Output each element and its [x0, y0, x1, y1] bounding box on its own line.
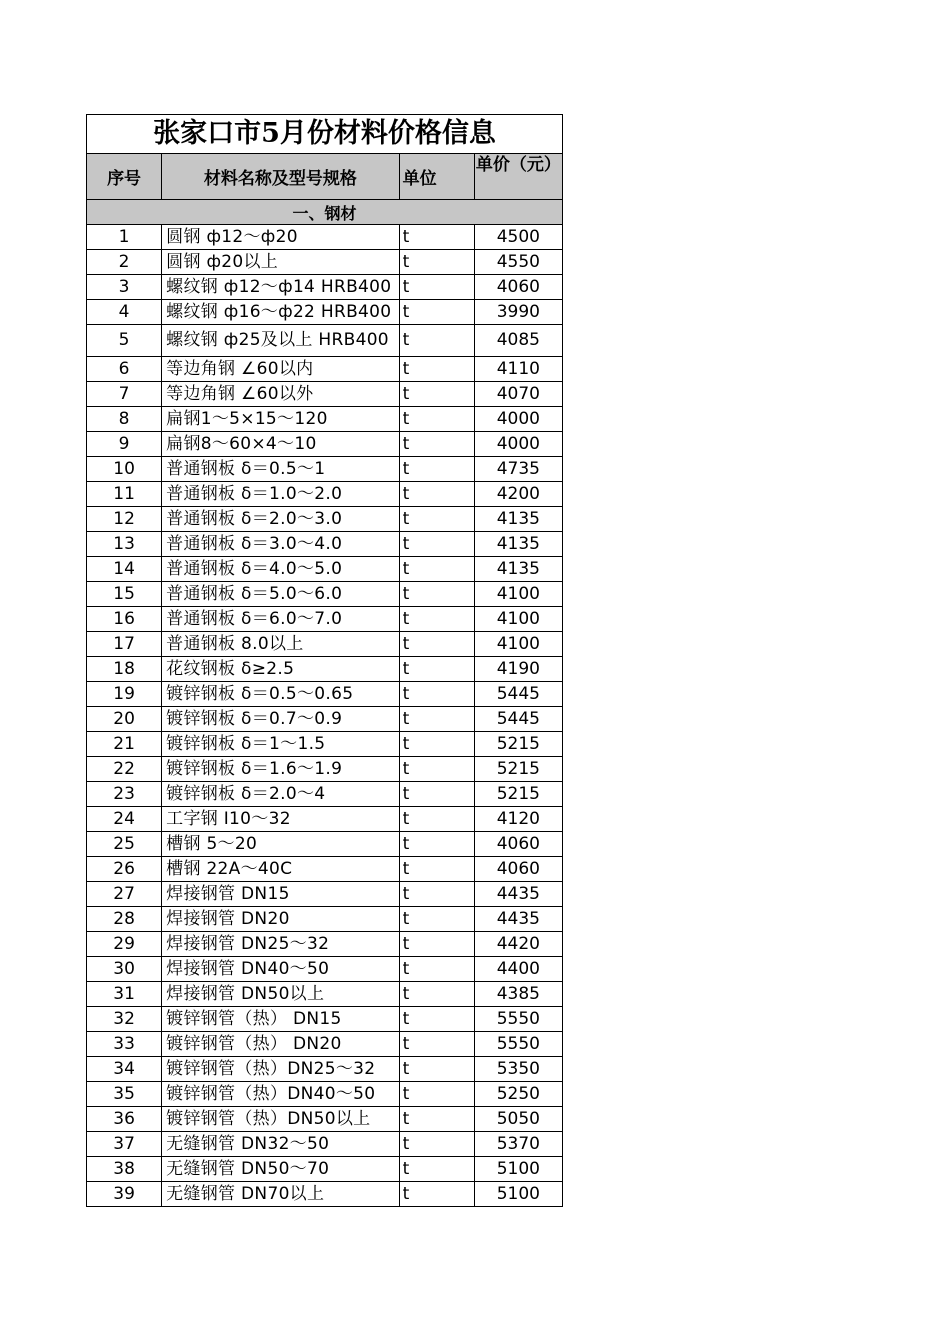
- table-row: [87, 1157, 563, 1182]
- table-row: [87, 432, 563, 457]
- cell-name: 螺纹钢 ф25及以上 HRB400: [162, 325, 399, 357]
- cell-price: 5215: [474, 732, 562, 757]
- cell-unit: t: [399, 482, 474, 507]
- title-row: [87, 115, 563, 154]
- header-name: 材料名称及型号规格: [162, 154, 399, 200]
- cell-price: 4735: [474, 457, 562, 482]
- section-row: [87, 200, 563, 225]
- price-table: [86, 114, 563, 1207]
- cell-unit: t: [399, 225, 474, 250]
- cell-price: 3990: [474, 300, 562, 325]
- cell-price: 5215: [474, 757, 562, 782]
- cell-price: 4500: [474, 225, 562, 250]
- cell-unit: t: [399, 907, 474, 932]
- cell-price: 4070: [474, 382, 562, 407]
- cell-name: 螺纹钢 ф16～ф22 HRB400: [162, 300, 399, 325]
- cell-name: 镀锌钢板 δ＝0.7～0.9: [162, 707, 399, 732]
- cell-unit: t: [399, 507, 474, 532]
- table-row: [87, 757, 563, 782]
- table-row: [87, 532, 563, 557]
- table-row: [87, 557, 563, 582]
- cell-price: 4435: [474, 882, 562, 907]
- cell-price: 5100: [474, 1182, 562, 1207]
- cell-price: 4385: [474, 982, 562, 1007]
- price-sheet: [86, 114, 563, 1207]
- cell-unit: t: [399, 832, 474, 857]
- cell-name: 无缝钢管 DN32～50: [162, 1132, 399, 1157]
- cell-unit: t: [399, 557, 474, 582]
- cell-no: 17: [87, 632, 162, 657]
- cell-name: 镀锌钢管（热）DN25～32: [162, 1057, 399, 1082]
- cell-price: 4135: [474, 507, 562, 532]
- cell-unit: t: [399, 707, 474, 732]
- table-row: [87, 1082, 563, 1107]
- cell-name: 槽钢 5～20: [162, 832, 399, 857]
- cell-no: 39: [87, 1182, 162, 1207]
- cell-no: 25: [87, 832, 162, 857]
- header-unit: 单位: [399, 154, 474, 200]
- cell-no: 24: [87, 807, 162, 832]
- cell-price: 4085: [474, 325, 562, 357]
- cell-no: 14: [87, 557, 162, 582]
- table-row: [87, 1032, 563, 1057]
- cell-unit: t: [399, 382, 474, 407]
- cell-unit: t: [399, 457, 474, 482]
- cell-price: 5050: [474, 1107, 562, 1132]
- table-row: [87, 275, 563, 300]
- cell-no: 8: [87, 407, 162, 432]
- cell-name: 镀锌钢管（热） DN15: [162, 1007, 399, 1032]
- cell-unit: t: [399, 607, 474, 632]
- cell-no: 21: [87, 732, 162, 757]
- cell-name: 普通钢板 δ＝5.0～6.0: [162, 582, 399, 607]
- cell-no: 10: [87, 457, 162, 482]
- table-row: [87, 507, 563, 532]
- table-row: [87, 382, 563, 407]
- cell-unit: t: [399, 882, 474, 907]
- cell-name: 镀锌钢板 δ＝0.5～0.65: [162, 682, 399, 707]
- cell-no: 30: [87, 957, 162, 982]
- table-row: [87, 357, 563, 382]
- table-row: [87, 1057, 563, 1082]
- header-no: 序号: [87, 154, 162, 200]
- cell-name: 等边角钢 ∠60以外: [162, 382, 399, 407]
- table-row: [87, 1007, 563, 1032]
- table-row: [87, 225, 563, 250]
- table-row: [87, 300, 563, 325]
- table-row: [87, 407, 563, 432]
- cell-no: 33: [87, 1032, 162, 1057]
- table-row: [87, 932, 563, 957]
- cell-price: 4135: [474, 532, 562, 557]
- table-row: [87, 457, 563, 482]
- cell-no: 12: [87, 507, 162, 532]
- cell-unit: t: [399, 757, 474, 782]
- cell-no: 18: [87, 657, 162, 682]
- cell-unit: t: [399, 1057, 474, 1082]
- cell-name: 圆钢 ф20以上: [162, 250, 399, 275]
- cell-unit: t: [399, 957, 474, 982]
- cell-unit: t: [399, 1132, 474, 1157]
- cell-no: 32: [87, 1007, 162, 1032]
- cell-name: 镀锌钢板 δ＝2.0～4: [162, 782, 399, 807]
- cell-no: 6: [87, 357, 162, 382]
- cell-name: 普通钢板 δ＝3.0～4.0: [162, 532, 399, 557]
- cell-no: 29: [87, 932, 162, 957]
- cell-name: 圆钢 ф12～ф20: [162, 225, 399, 250]
- cell-name: 无缝钢管 DN70以上: [162, 1182, 399, 1207]
- cell-unit: t: [399, 432, 474, 457]
- cell-unit: t: [399, 1107, 474, 1132]
- cell-no: 27: [87, 882, 162, 907]
- cell-name: 焊接钢管 DN50以上: [162, 982, 399, 1007]
- cell-name: 焊接钢管 DN25～32: [162, 932, 399, 957]
- cell-no: 9: [87, 432, 162, 457]
- cell-price: 4110: [474, 357, 562, 382]
- cell-unit: t: [399, 632, 474, 657]
- cell-price: 5445: [474, 707, 562, 732]
- cell-price: 4400: [474, 957, 562, 982]
- cell-price: 4060: [474, 275, 562, 300]
- cell-unit: t: [399, 782, 474, 807]
- cell-name: 扁钢1～5×15～120: [162, 407, 399, 432]
- cell-name: 镀锌钢板 δ＝1～1.5: [162, 732, 399, 757]
- cell-unit: t: [399, 1182, 474, 1207]
- cell-price: 5550: [474, 1007, 562, 1032]
- cell-price: 5100: [474, 1157, 562, 1182]
- table-row: [87, 325, 563, 357]
- cell-no: 23: [87, 782, 162, 807]
- cell-unit: t: [399, 732, 474, 757]
- table-row: [87, 957, 563, 982]
- cell-price: 5215: [474, 782, 562, 807]
- cell-price: 5350: [474, 1057, 562, 1082]
- cell-unit: t: [399, 250, 474, 275]
- cell-unit: t: [399, 657, 474, 682]
- cell-no: 11: [87, 482, 162, 507]
- cell-name: 焊接钢管 DN20: [162, 907, 399, 932]
- cell-name: 花纹钢板 δ≥2.5: [162, 657, 399, 682]
- table-row: [87, 582, 563, 607]
- cell-price: 4100: [474, 632, 562, 657]
- cell-unit: t: [399, 532, 474, 557]
- page-title: 张家口市5月份材料价格信息: [87, 115, 563, 154]
- cell-price: 4550: [474, 250, 562, 275]
- cell-name: 镀锌钢管（热）DN40～50: [162, 1082, 399, 1107]
- cell-unit: t: [399, 357, 474, 382]
- table-row: [87, 1132, 563, 1157]
- cell-name: 普通钢板 8.0以上: [162, 632, 399, 657]
- cell-no: 35: [87, 1082, 162, 1107]
- table-row: [87, 632, 563, 657]
- cell-no: 5: [87, 325, 162, 357]
- table-row: [87, 657, 563, 682]
- cell-name: 镀锌钢管（热） DN20: [162, 1032, 399, 1057]
- cell-no: 37: [87, 1132, 162, 1157]
- cell-no: 22: [87, 757, 162, 782]
- table-row: [87, 1107, 563, 1132]
- table-row: [87, 907, 563, 932]
- cell-unit: t: [399, 1007, 474, 1032]
- table-row: [87, 482, 563, 507]
- cell-no: 4: [87, 300, 162, 325]
- section-title: 一、钢材: [87, 200, 563, 225]
- cell-price: 5550: [474, 1032, 562, 1057]
- cell-unit: t: [399, 682, 474, 707]
- cell-unit: t: [399, 407, 474, 432]
- cell-name: 等边角钢 ∠60以内: [162, 357, 399, 382]
- cell-name: 普通钢板 δ＝6.0～7.0: [162, 607, 399, 632]
- cell-no: 15: [87, 582, 162, 607]
- cell-no: 1: [87, 225, 162, 250]
- cell-no: 7: [87, 382, 162, 407]
- cell-no: 13: [87, 532, 162, 557]
- table-row: [87, 732, 563, 757]
- table-row: [87, 982, 563, 1007]
- table-row: [87, 707, 563, 732]
- cell-no: 36: [87, 1107, 162, 1132]
- cell-name: 普通钢板 δ＝0.5～1: [162, 457, 399, 482]
- cell-name: 工字钢 Ⅰ10～32: [162, 807, 399, 832]
- table-row: [87, 782, 563, 807]
- cell-no: 26: [87, 857, 162, 882]
- cell-price: 4135: [474, 557, 562, 582]
- cell-price: 4000: [474, 432, 562, 457]
- cell-no: 16: [87, 607, 162, 632]
- cell-no: 38: [87, 1157, 162, 1182]
- cell-name: 无缝钢管 DN50～70: [162, 1157, 399, 1182]
- cell-price: 4100: [474, 582, 562, 607]
- cell-price: 4060: [474, 832, 562, 857]
- table-row: [87, 1182, 563, 1207]
- table-row: [87, 807, 563, 832]
- cell-price: 4420: [474, 932, 562, 957]
- cell-unit: t: [399, 1082, 474, 1107]
- cell-price: 4100: [474, 607, 562, 632]
- cell-price: 4435: [474, 907, 562, 932]
- cell-unit: t: [399, 325, 474, 357]
- table-row: [87, 607, 563, 632]
- cell-unit: t: [399, 582, 474, 607]
- cell-price: 5445: [474, 682, 562, 707]
- table-row: [87, 857, 563, 882]
- cell-no: 19: [87, 682, 162, 707]
- cell-name: 扁钢8～60×4～10: [162, 432, 399, 457]
- cell-name: 普通钢板 δ＝1.0～2.0: [162, 482, 399, 507]
- cell-name: 槽钢 22A～40C: [162, 857, 399, 882]
- header-price: 单价（元）: [474, 154, 562, 200]
- cell-no: 2: [87, 250, 162, 275]
- cell-price: 4190: [474, 657, 562, 682]
- cell-unit: t: [399, 857, 474, 882]
- cell-unit: t: [399, 932, 474, 957]
- cell-name: 镀锌钢板 δ＝1.6～1.9: [162, 757, 399, 782]
- cell-no: 28: [87, 907, 162, 932]
- table-row: [87, 832, 563, 857]
- header-row: [87, 154, 563, 200]
- cell-no: 34: [87, 1057, 162, 1082]
- cell-price: 4060: [474, 857, 562, 882]
- cell-price: 4000: [474, 407, 562, 432]
- table-row: [87, 882, 563, 907]
- cell-unit: t: [399, 300, 474, 325]
- cell-price: 5250: [474, 1082, 562, 1107]
- cell-unit: t: [399, 275, 474, 300]
- cell-no: 3: [87, 275, 162, 300]
- cell-name: 螺纹钢 ф12～ф14 HRB400: [162, 275, 399, 300]
- table-row: [87, 250, 563, 275]
- cell-no: 20: [87, 707, 162, 732]
- cell-name: 普通钢板 δ＝2.0～3.0: [162, 507, 399, 532]
- cell-price: 4120: [474, 807, 562, 832]
- cell-unit: t: [399, 982, 474, 1007]
- cell-unit: t: [399, 1032, 474, 1057]
- cell-name: 普通钢板 δ＝4.0～5.0: [162, 557, 399, 582]
- cell-unit: t: [399, 1157, 474, 1182]
- cell-name: 焊接钢管 DN15: [162, 882, 399, 907]
- cell-no: 31: [87, 982, 162, 1007]
- cell-name: 镀锌钢管（热）DN50以上: [162, 1107, 399, 1132]
- cell-price: 4200: [474, 482, 562, 507]
- cell-price: 5370: [474, 1132, 562, 1157]
- cell-unit: t: [399, 807, 474, 832]
- table-row: [87, 682, 563, 707]
- cell-name: 焊接钢管 DN40～50: [162, 957, 399, 982]
